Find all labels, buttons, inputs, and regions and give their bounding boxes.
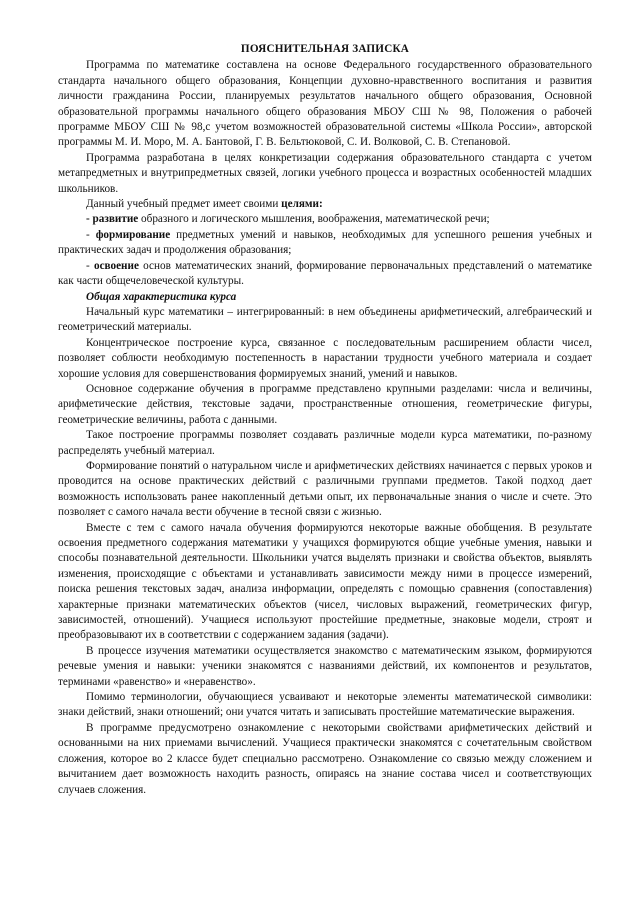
- goal-formation-dash: -: [86, 228, 96, 241]
- goal-development: [58, 212, 592, 227]
- paragraph-arithmetic-properties: В программе предусмотрено ознакомление с некоторыми свойствами арифметических действий и основанными на них приемами вычислений. Учащиеся практически знакомятся с сочетательным свойством сложения, которое во 2 классе будет специально рассмотрено. Ознакомление со связью между сложением и вычитанием дает возможность находить разность, опираясь на знание состава чисел и соответствующих случаев сложения.: [58, 721, 592, 796]
- paragraph-course-models: Такое построение программы позволяет создавать различные модели курса математики, по-разному распределять учебный материал.: [58, 429, 592, 457]
- goal-mastery-keyword: освоение: [93, 259, 139, 272]
- goal-development-keyword: - развитие: [86, 213, 139, 226]
- paragraph-program-basis: Программа по математике составлена на основе Федерального государственного образовательного стандарта начального общего образования, Концепции духовно-нравственного воспитания и развития личности гражданина России, планируемых результатов начального общего образования, Основной образовательной программы начального общего образования МБОУ СШ № 98, Положения о рабочей программе МБОУ СШ № 98,с учетом возможностей образовательной системы «Школа России», авторской программы М. И. Моро, М. А. Бантовой, Г. В. Бельтюковой, С. И. Волковой, С. В. Степановой.: [58, 59, 592, 149]
- goal-formation-text: предметных умений и навыков, необходимых для успешного решения учебных и практических задач и продолжения образования;: [58, 228, 592, 257]
- document-title: ПОЯСНИТЕЛЬНАЯ ЗАПИСКА: [240, 43, 410, 55]
- goal-formation-keyword: формирование: [95, 228, 171, 241]
- goals-intro-text: Данный учебный предмет имеет своими: [86, 198, 282, 211]
- paragraph-natural-numbers: Формирование понятий о натуральном числе и арифметических действиях начинается с первых уроков и проводится на основе практических действий с различными группами предметов. Такой подход дает возможность использовать ранее накопленный детьми опыт, их первоначальные знания о числе и счете. Это позволяет с самого начала вести обучение в тесной связи с жизнью.: [58, 459, 592, 519]
- paragraph-concentric-structure: Концентрическое построение курса, связанное с последовательным расширением области чисел, позволяет соблюсти необходимую постепенность в нарастании трудности учебного материала и создает хорошие условия для совершенствования формируемых знаний, умений и навыков.: [58, 336, 592, 380]
- paragraph-goals-intro: [58, 197, 592, 212]
- goal-mastery: [58, 259, 592, 290]
- paragraph-symbolics: Помимо терминологии, обучающиеся усваивают и некоторые элементы математической символики: знаки действий, знаки отношений; они учатся читать и записывать простейшие математические выражения.: [58, 691, 592, 719]
- goal-mastery-text: основ математических знаний, формирование первоначальных представлений о математике как части общечеловеческой культуры.: [58, 259, 592, 288]
- goal-development-text: образного и логического мышления, воображения, математической речи;: [138, 213, 490, 226]
- goal-mastery-dash: -: [86, 259, 94, 272]
- goals-keyword: целями:: [281, 198, 323, 211]
- paragraph-generalizations: Вместе с тем с самого начала обучения формируются некоторые важные обобщения. В результате освоения предметного содержания математики у учащихся формируются общие учебные умения, навыки и способы познавательной деятельности. Школьники учатся выделять признаки и свойства объектов, выявлять изменения, происходящие с объектами и устанавливать зависимости между ними в процессе измерений, поиска решения текстовых задач, анализа информации, определять с помощью сравнения (сопоставления) характерные признаки математических объектов (чисел, числовых выражений, геометрических фигур, зависимостей, отношений). Учащиеся используют простейшие предметные, знаковые модели, строят и преобразовывают их в соответствии с содержанием задания (задачи).: [58, 521, 592, 642]
- paragraph-integrated-course: Начальный курс математики – интегрированный: в нем объединены арифметический, алгебраический и геометрический материалы.: [58, 305, 592, 334]
- section-heading: Общая характеристика курса: [86, 290, 237, 303]
- goal-formation: [58, 228, 592, 259]
- paragraph-main-content: Основное содержание обучения в программе представлено крупными разделами: числа и величины, арифметические действия, текстовые задачи, пространственные отношения, геометрические фигуры, геометрические величины, работа с данными.: [58, 382, 592, 426]
- document-page: [58, 42, 592, 798]
- paragraph-math-language: В процессе изучения математики осуществляется знакомство с математическим языком, формируются речевые умения и навыки: ученики знакомятся с названиями действий, их компонентов и результатов, терминами «равенство» и «неравенство».: [58, 644, 592, 688]
- paragraph-program-purpose: Программа разработана в целях конкретизации содержания образовательного стандарта с учетом метапредметных и внутрипредметных связей, логики учебного процесса и возрастных особенностей младших школьников.: [58, 151, 592, 195]
